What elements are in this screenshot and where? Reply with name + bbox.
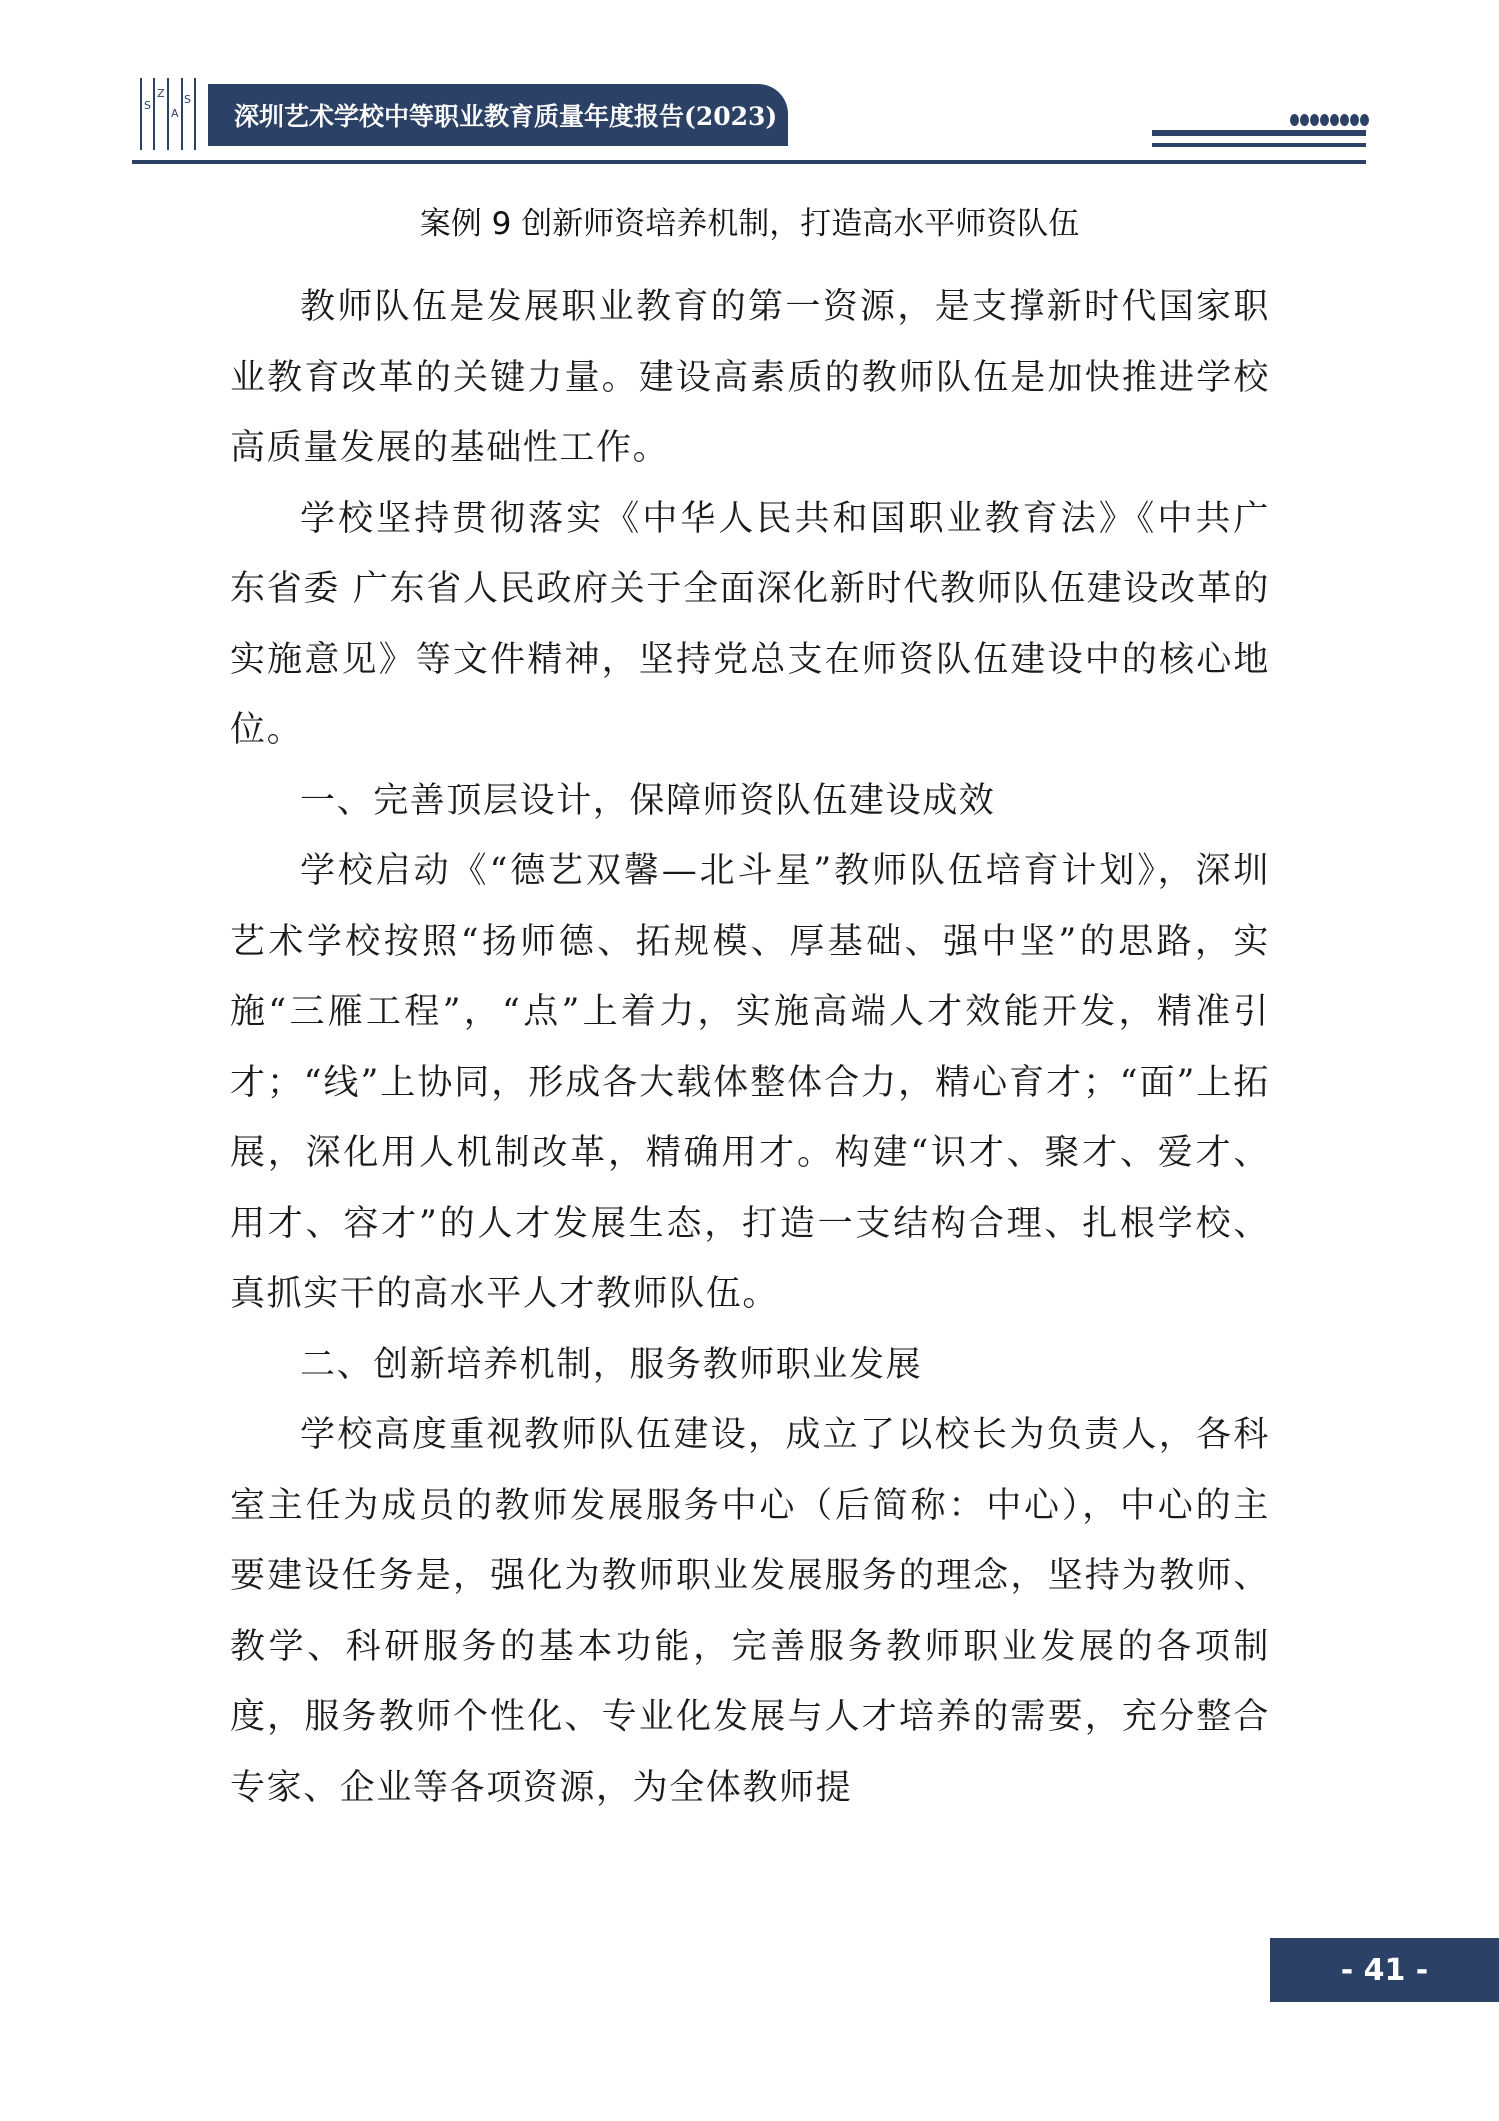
paragraph-plan: 学校启动《“德艺双馨—北斗星”教师队伍培育计划》，深圳艺术学校按照“扬师德、拓规模、厚基础、强中坚”的思路，实施“三雁工程”，“点”上着力，实施高端人才效能开发，精准引才；“线”上协同，形成各大载体整体合力，精心育才；“面”上拓展，深化用人机制改革，精确用才。构建“识才、聚才、爱才、用才、容才”的人才发展生态，打造一支结构合理、扎根学校、真抓实干的高水平人才教师队伍。: [230, 851, 1270, 1314]
logo-letter: A: [171, 107, 179, 120]
section-heading-2: 二、创新培养机制，服务教师职业发展: [300, 1344, 923, 1385]
header-rule-short-thin: [1152, 143, 1366, 147]
header-rule-short: [1152, 130, 1366, 136]
page-number-box: [1270, 1938, 1499, 2002]
case-title: 案例 9 创新师资培养机制，打造高水平师资队伍: [419, 206, 1080, 242]
logo-letter: S: [144, 99, 151, 112]
report-title: 深圳艺术学校中等职业教育质量年度报告(2023): [234, 102, 778, 131]
header-rule: [132, 160, 1366, 164]
paragraph-policy: 学校坚持贯彻落实《中华人民共和国职业教育法》《中共广东省委 广东省人民政府关于全面深化新时代教师队伍建设改革的实施意见》等文件精神，坚持党总支在师资队伍建设中的核心地位。: [230, 498, 1270, 750]
section-heading-1: 一、完善顶层设计，保障师资队伍建设成效: [300, 780, 996, 821]
page-number: - 41 -: [1340, 1952, 1429, 1988]
paragraph-center: 学校高度重视教师队伍建设，成立了以校长为负责人，各科室主任为成员的教师发展服务中心（后简称：中心），中心的主要建设任务是，强化为教师职业发展服务的理念，坚持为教师、教学、科研服务的基本功能，完善服务教师职业发展的各项制度，服务教师个性化、专业化发展与人才培养的需要，充分整合专家、企业等各项资源，为全体教师提: [230, 1415, 1270, 1808]
header-banner: [208, 84, 788, 146]
logo-letter: S: [184, 93, 191, 106]
logo-letter: Z: [157, 87, 165, 100]
school-logo: [140, 78, 196, 150]
page-header: [0, 0, 1499, 180]
decorative-dots: [1290, 114, 1369, 126]
body-text: [230, 272, 1270, 1823]
paragraph-intro: 教师队伍是发展职业教育的第一资源，是支撑新时代国家职业教育改革的关键力量。建设高素质的教师队伍是加快推进学校高质量发展的基础性工作。: [230, 287, 1270, 468]
